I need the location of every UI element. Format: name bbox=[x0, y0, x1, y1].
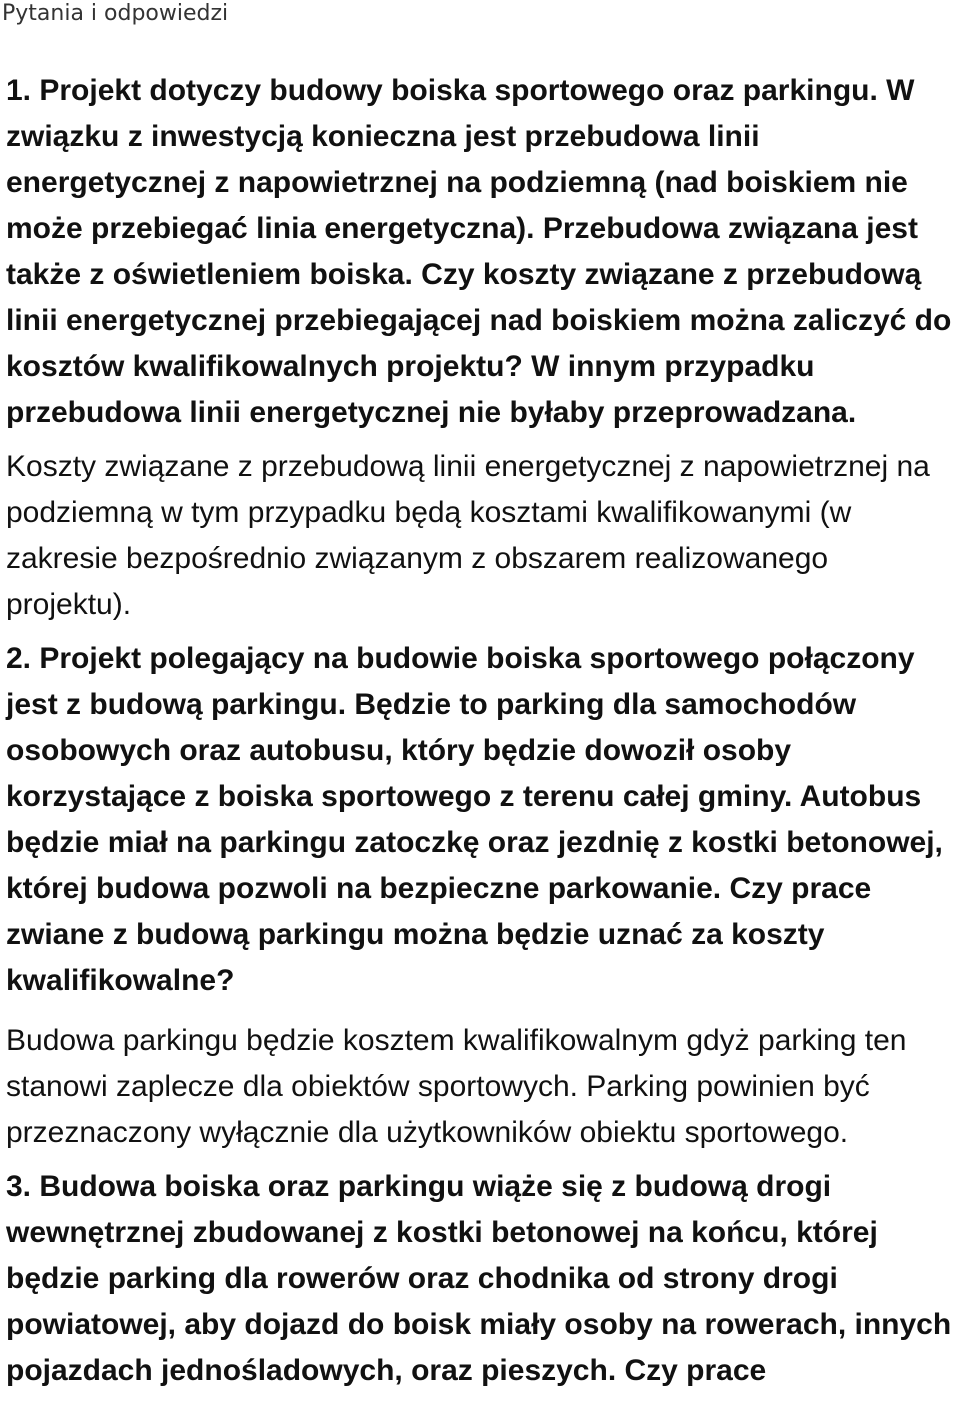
qa-content bbox=[6, 68, 954, 1394]
question-3: 3. Budowa boiska oraz parkingu wiąże się z budową drogi wewnętrznej zbudowanej z kostki betonowej na końcu, której będzie parking dla rowerów oraz chodnika od strony drogi powiatowej, aby dojazd do boisk miały osoby na rowerach, innych pojazdach jednośladowych, oraz pieszych. Czy prace bbox=[6, 1170, 952, 1387]
answer-2: Budowa parkingu będzie kosztem kwalifikowalnym gdyż parking ten stanowi zaplecze dla obiektów sportowych. Parking powinien być przeznaczony wyłącznie dla użytkowników obiektu sportowego. bbox=[6, 1024, 907, 1149]
answer-1: Koszty związane z przebudową linii energetycznej z napowietrznej na podziemną w tym przypadku będą kosztami kwalifikowanymi (w zakresie bezpośrednio związanym z obszarem realizowanego projektu). bbox=[6, 450, 930, 621]
question-1: 1. Projekt dotyczy budowy boiska sportowego oraz parkingu. W związku z inwestycją konieczna jest przebudowa linii energetycznej z napowietrznej na podziemną (nad boiskiem nie może przebiegać linia energetyczna). Przebudowa związana jest także z oświetleniem boiska. Czy koszty związane z przebudową linii energetycznej przebiegającej nad boiskiem można zaliczyć do kosztów kwalifikowalnych projektu? W innym przypadku przebudowa linii energetycznej nie byłaby przeprowadzana. bbox=[6, 74, 952, 429]
page-title: Pytania i odpowiedzi bbox=[2, 1, 229, 26]
question-2: 2. Projekt polegający na budowie boiska sportowego połączony jest z budową parkingu. Będzie to parking dla samochodów osobowych oraz autobusu, który będzie dowoził osoby korzystające z boiska sportowego z terenu całej gminy. Autobus będzie miał na parkingu zatoczkę oraz jezdnię z kostki betonowej, której budowa pozwoli na bezpieczne parkowanie. Czy prace zwiane z budową parkingu można będzie uznać za koszty kwalifikowalne? bbox=[6, 642, 943, 997]
